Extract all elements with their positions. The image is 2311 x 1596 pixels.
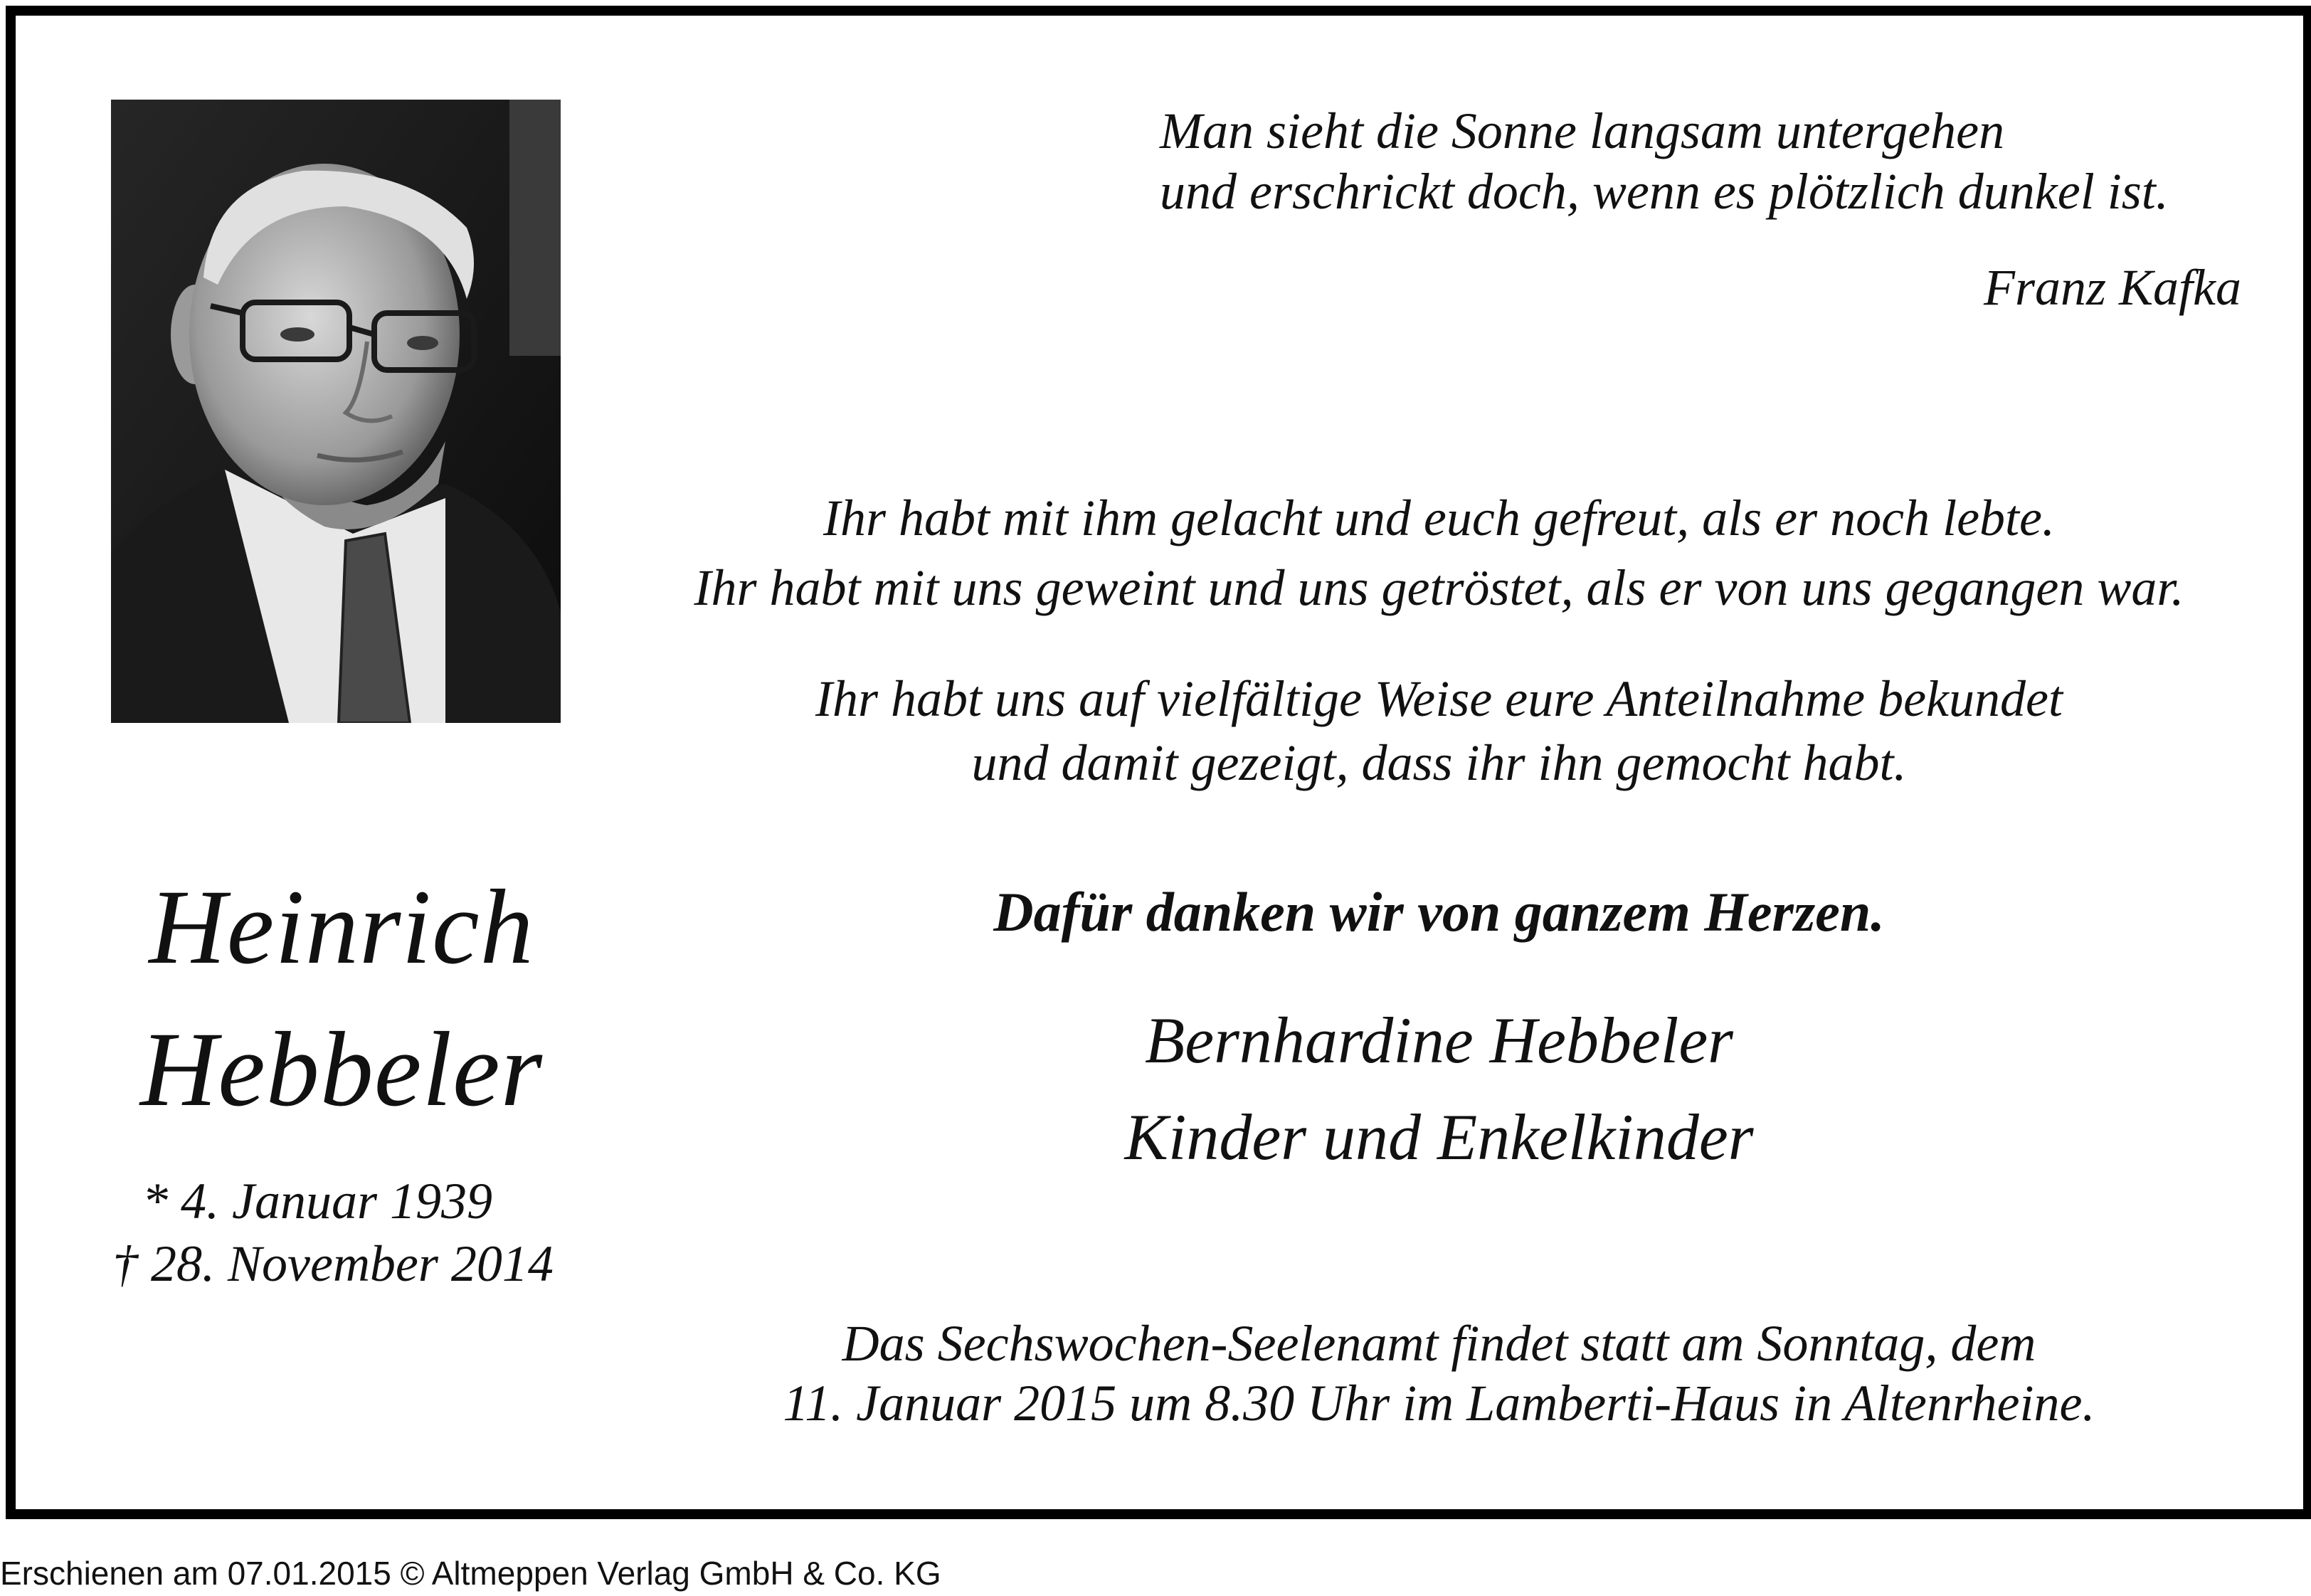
service-line-2: 11. Januar 2015 um 8.30 Uhr im Lamberti-Haus in Altenrheine.	[783, 1375, 2095, 1432]
quote-author: Franz Kafka	[1983, 259, 2241, 316]
message-line-3: Ihr habt uns auf vielfältige Weise eure Anteilnahme bekundet	[815, 670, 2063, 727]
message-line-4: und damit gezeigt, dass ihr ihn gemocht habt.	[971, 734, 1907, 791]
message-line-2: Ihr habt mit uns geweint und uns getröstet, als er von uns gegangen war.	[694, 559, 2184, 616]
portrait-photo	[111, 100, 561, 723]
deceased-first-name: Heinrich	[149, 868, 534, 986]
signatory-line-2: Kinder und Enkelkinder	[1124, 1101, 1754, 1173]
death-date: † 28. November 2014	[112, 1235, 554, 1292]
signatory-line-1: Bernhardine Hebbeler	[1145, 1004, 1733, 1077]
thanks-line: Dafür danken wir von ganzem Herzen.	[993, 881, 1885, 943]
message-line-1: Ihr habt mit ihm gelacht und euch gefreut, als er noch lebte.	[823, 490, 2055, 546]
quote-line-1: Man sieht die Sonne langsam untergehen	[1160, 102, 2005, 159]
publication-footer: Erschienen am 07.01.2015 © Altmeppen Verlag GmbH & Co. KG	[0, 1555, 941, 1592]
deceased-last-name: Hebbeler	[139, 1010, 544, 1129]
quote-line-2: und erschrickt doch, wenn es plötzlich dunkel ist.	[1160, 163, 2169, 220]
birth-date: * 4. Januar 1939	[142, 1173, 492, 1230]
service-line-1: Das Sechswochen-Seelenamt findet statt am Sonntag, dem	[842, 1315, 2036, 1372]
